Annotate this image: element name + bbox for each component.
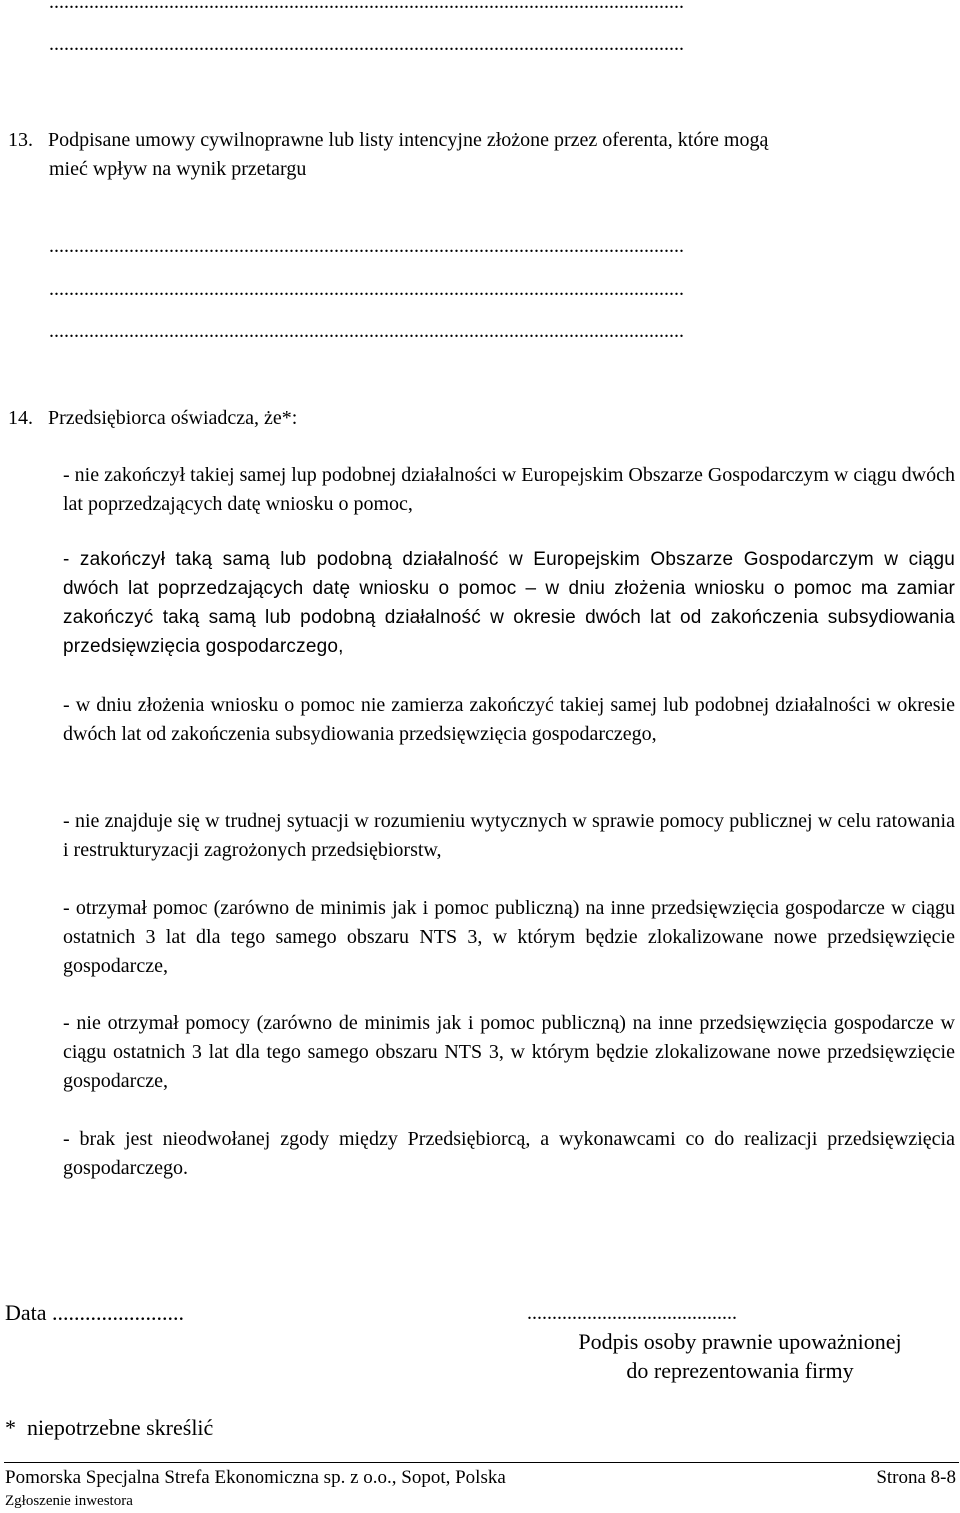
footer-page-number: Strona 8-8 [876, 1467, 956, 1488]
signature-label: do reprezentowania firmy [626, 1358, 854, 1383]
date-field: Data ........................ [5, 1300, 185, 1325]
dotted-line: ............................................................................................................................... [49, 0, 684, 13]
section-14-title: Przedsiębiorca oświadcza, że*: [48, 407, 298, 429]
statement-item: - nie otrzymał pomocy (zarówno de minimis jak i pomoc publiczną) na inne przedsięwzięcia gospodarcze w ciągu ostatnich 3 lat dla tego samego obszaru NTS 3, w którym będzie zlokalizowane nowe przedsięwzięcie gospodarcze, [63, 1012, 955, 1092]
section-14-heading [8, 404, 953, 433]
statement-item: - zakończył taką samą lub podobną działalność w Europejskim Obszarze Gospodarczym w ciągu dwóch lat poprzedzających datę wniosku o pomoc – w dniu złożenia wniosku o pomoc ma zamiar zakończyć taką samą lub podobną działalność w okresie dwóch lat od zakończenia subsydiowania przedsięwzięcia gospodarczego, [63, 549, 955, 657]
statement-item: - nie znajduje się w trudnej sytuacji w rozumieniu wytycznych w sprawie pomocy publicznej w celu ratowania i restrukturyzacji zagrożonych przedsiębiorstw, [63, 810, 955, 861]
signature-label: Podpis osoby prawnie upoważnionej [578, 1329, 902, 1354]
section-13-line2: mieć wpływ na wynik przetargu [49, 158, 307, 180]
footer-company: Pomorska Specjalna Strefa Ekonomiczna sp. z o.o., Sopot, Polska [5, 1467, 506, 1488]
dotted-line: ............................................................................................................................... [49, 235, 684, 257]
section-number: 14. [8, 407, 33, 429]
statement-item: - brak jest nieodwołanej zgody między Przedsiębiorcą, a wykonawcami co do realizacji przedsięwzięcia gospodarczego. [63, 1128, 955, 1179]
section-13-heading [8, 126, 953, 155]
statement-item: - nie zakończył takiej samej lup podobnej działalności w Europejskim Obszarze Gospodarczym w ciągu dwóch lat poprzedzających datę wniosku o pomoc, [63, 464, 955, 515]
dotted-line: ............................................................................................................................... [49, 33, 684, 55]
section-number: 13. [8, 129, 33, 151]
statement-item: - w dniu złożenia wniosku o pomoc nie zamierza zakończyć takiej samej lub podobnej działalności w okresie dwóch lat od zakończenia subsydiowania przedsięwzięcia gospodarczego, [63, 694, 955, 745]
footer-divider [4, 1462, 959, 1463]
section-13-line1: Podpisane umowy cywilnoprawne lub listy intencyjne złożone przez oferenta, które mogą [48, 129, 769, 151]
dotted-line: ............................................................................................................................... [49, 278, 684, 300]
footnote: * niepotrzebne skreślić [5, 1415, 214, 1440]
signature-dotted-line: .......................................... [527, 1302, 737, 1324]
statement-item: - otrzymał pomoc (zarówno de minimis jak i pomoc publiczną) na inne przedsięwzięcia gospodarcze w ciągu ostatnich 3 lat dla tego samego obszaru NTS 3, w którym będzie zlokalizowane nowe przedsięwzięcie gospodarcze, [63, 897, 955, 977]
footer-document-name: Zgłoszenie inwestora [5, 1493, 133, 1509]
dotted-line: ............................................................................................................................... [49, 320, 684, 342]
